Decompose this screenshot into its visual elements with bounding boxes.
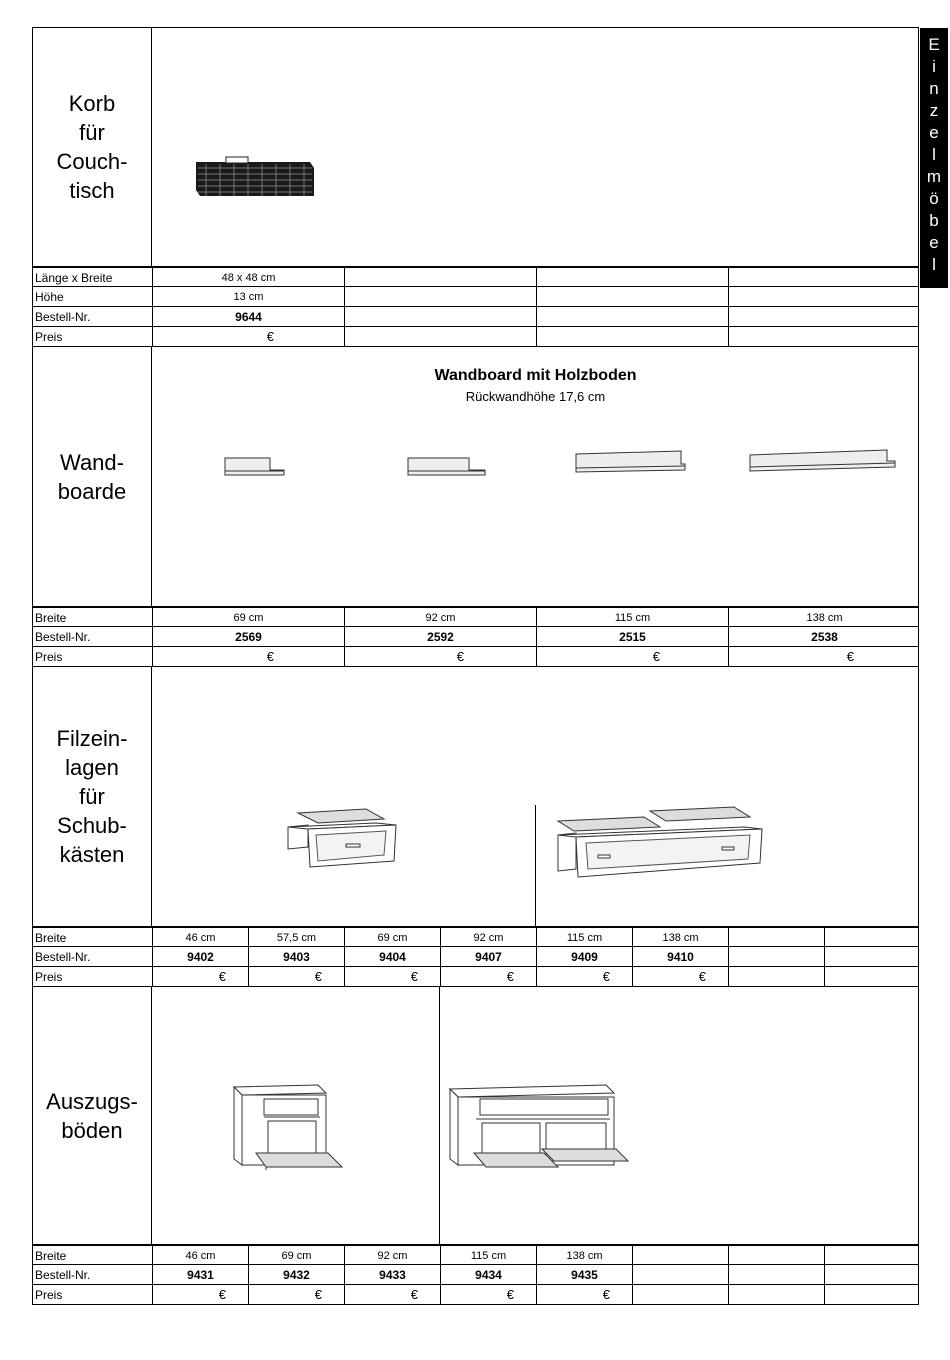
row-label: Breite [33, 1246, 153, 1264]
value-cell: 92 cm [345, 608, 537, 627]
order-number: 2569 [153, 627, 345, 646]
empty-cell [729, 307, 920, 326]
empty-cell [633, 1246, 729, 1265]
empty-cell [825, 967, 920, 986]
order-number: 9431 [153, 1265, 249, 1284]
korb-row-dimensions [32, 267, 919, 287]
section-title-auszugsboeden [32, 987, 152, 1245]
empty-cell [537, 268, 729, 287]
wandboard-138-image [749, 449, 897, 473]
order-number: 9404 [345, 947, 441, 966]
price-cell: € [846, 649, 854, 664]
row-label: Preis [33, 647, 153, 666]
image-cell-filzeinlagen [152, 667, 919, 927]
side-tab-letter: e [929, 233, 939, 252]
value-cell: 138 cm [806, 612, 843, 624]
side-tab-letter: e [929, 123, 939, 142]
price-cell: € [633, 967, 729, 986]
wandboard-115-image [575, 450, 687, 474]
empty-cell [825, 947, 920, 966]
section-title-text: Auszugs- böden [46, 1088, 138, 1143]
wandboard-69-image [224, 455, 286, 477]
order-number: 9403 [249, 947, 345, 966]
row-label: Preis [33, 327, 153, 346]
value-cell: 69 cm [249, 1246, 345, 1265]
value-cell: 46 cm [153, 1246, 249, 1265]
side-tab-letter: m [926, 167, 942, 186]
image-cell-auszugsboeden [152, 987, 919, 1245]
section-title-text: Korb für Couch- tisch [56, 90, 128, 203]
empty-cell [825, 1265, 920, 1284]
empty-cell [825, 1285, 920, 1304]
section-title-text: Filzein- lagen für Schub- kästen [56, 726, 128, 867]
empty-cell [729, 268, 920, 287]
value-cell: 46 cm [153, 928, 249, 947]
price-cell: € [153, 647, 345, 666]
empty-cell [633, 1285, 729, 1304]
empty-cell [345, 287, 537, 306]
empty-cell [537, 327, 729, 346]
order-number: 9409 [537, 947, 633, 966]
row-label: Breite [33, 928, 153, 946]
row-label: Breite [33, 608, 153, 626]
order-number: 9434 [441, 1265, 537, 1284]
price-cell: € [345, 1285, 441, 1304]
price-cell: € [345, 967, 441, 986]
price-cell: € [249, 967, 345, 986]
row-label: Bestell-Nr. [33, 947, 153, 966]
order-number: 2515 [537, 627, 729, 646]
price-cell: € [153, 327, 345, 346]
drawer-felt-large-image [554, 805, 766, 885]
empty-cell [729, 1246, 825, 1265]
empty-cell [729, 928, 825, 947]
order-number: 9402 [153, 947, 249, 966]
drawer-felt-small-image [286, 807, 400, 869]
side-tab-letters [920, 34, 948, 276]
empty-cell [729, 967, 825, 986]
empty-cell [345, 327, 537, 346]
empty-cell [729, 947, 825, 966]
empty-cell [729, 287, 920, 306]
wandboard-row-order-number [32, 627, 919, 647]
row-label: Preis [33, 967, 153, 986]
value-cell: 48 x 48 cm [153, 268, 345, 287]
order-number: 9644 [153, 307, 345, 326]
order-number: 9410 [633, 947, 729, 966]
order-number: 9407 [441, 947, 537, 966]
filz-row-price [32, 967, 919, 987]
wandboard-heading: Wandboard mit Holzboden [434, 367, 637, 384]
order-number: 2592 [345, 627, 537, 646]
wandboard-subheading: Rückwandhöhe 17,6 cm [465, 389, 606, 404]
section-title-filzeinlagen [32, 667, 152, 927]
korb-row-order-number [32, 307, 919, 327]
section-title-korb [32, 27, 152, 267]
empty-cell [537, 307, 729, 326]
wandboard-92-image [407, 455, 487, 477]
empty-cell [825, 1246, 920, 1265]
cabinet-large-image [446, 1081, 636, 1171]
value-cell: 69 cm [153, 608, 345, 627]
row-label: Bestell-Nr. [33, 1265, 153, 1284]
korb-row-height [32, 287, 919, 307]
korb-row-price [32, 327, 919, 347]
image-cell-wandboarde [152, 347, 919, 607]
image-cell-korb [152, 27, 919, 267]
price-cell: € [537, 1285, 633, 1304]
value-cell: 57,5 cm [249, 928, 345, 947]
price-cell: € [441, 967, 537, 986]
value-cell: 138 cm [537, 1246, 633, 1265]
price-cell: € [153, 1285, 249, 1304]
basket-image [192, 156, 317, 201]
price-cell: € [441, 1285, 537, 1304]
order-number: 9435 [537, 1265, 633, 1284]
side-tab-letter: i [932, 57, 936, 76]
side-tab-letter: z [929, 101, 939, 120]
image-divider [535, 805, 536, 927]
wandboard-row-price [32, 647, 919, 667]
value-cell: 92 cm [441, 928, 537, 947]
row-label: Länge x Breite [33, 268, 153, 286]
empty-cell [537, 287, 729, 306]
value-cell: 69 cm [345, 928, 441, 947]
value-cell: 138 cm [633, 928, 729, 947]
price-cell: € [537, 967, 633, 986]
wandboard-row-width [32, 607, 919, 627]
price-cell: € [153, 967, 249, 986]
price-cell: € [537, 647, 729, 666]
side-tab-letter: l [932, 255, 936, 274]
row-label: Bestell-Nr. [33, 627, 153, 646]
empty-cell [825, 928, 920, 947]
side-tab-letter: E [928, 35, 940, 54]
order-number: 2538 [811, 630, 838, 644]
value-cell: 13 cm [153, 287, 345, 306]
row-label: Preis [33, 1285, 153, 1304]
section-title-wandboarde [32, 347, 152, 607]
side-tab-letter: ö [929, 189, 939, 208]
value-cell: 115 cm [537, 608, 729, 627]
price-cell: € [249, 1285, 345, 1304]
side-tab-einzelmoebel [920, 28, 948, 288]
filz-row-width [32, 927, 919, 947]
cabinet-small-image [230, 1081, 346, 1171]
order-number: 9432 [249, 1265, 345, 1284]
value-cell: 92 cm [345, 1246, 441, 1265]
value-cell: 115 cm [537, 928, 633, 947]
image-divider [439, 987, 440, 1245]
side-tab-letter: l [932, 145, 936, 164]
auszug-row-width [32, 1245, 919, 1265]
section-title-text: Wand- boarde [57, 449, 127, 504]
row-label: Bestell-Nr. [33, 307, 153, 326]
order-number: 9433 [345, 1265, 441, 1284]
empty-cell [345, 268, 537, 287]
side-tab-letter: n [929, 79, 939, 98]
empty-cell [345, 307, 537, 326]
side-tab-letter: b [929, 211, 939, 230]
price-cell: € [345, 647, 537, 666]
empty-cell [729, 1285, 825, 1304]
row-label: Höhe [33, 287, 153, 306]
filz-row-order-number [32, 947, 919, 967]
auszug-row-order-number [32, 1265, 919, 1285]
auszug-row-price [32, 1285, 919, 1305]
empty-cell [729, 327, 920, 346]
value-cell: 115 cm [441, 1246, 537, 1265]
empty-cell [729, 1265, 825, 1284]
empty-cell [633, 1265, 729, 1284]
